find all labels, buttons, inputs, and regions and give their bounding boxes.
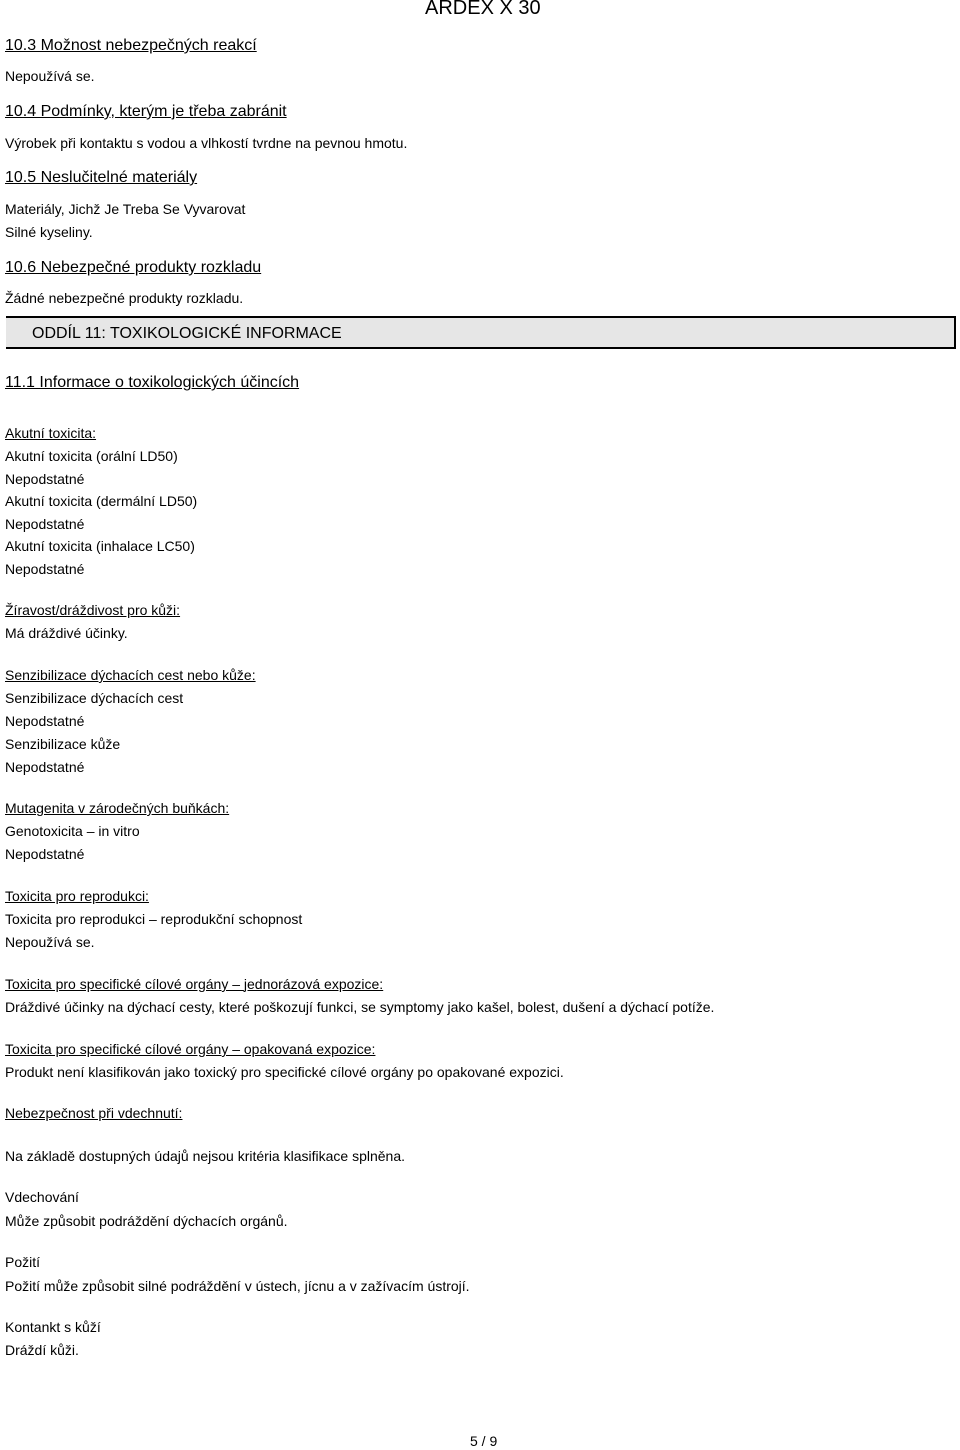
acute-dermal-value: Nepodstatné [5, 516, 85, 532]
mutagenicity-label: Mutagenita v zárodečných buňkách: [5, 800, 230, 816]
stot-single-label-part2: jednorázová expozice: [243, 976, 384, 992]
heading-10-3: 10.3 Možnost nebezpečných reakcí [5, 37, 257, 54]
ingestion-value: Požití může způsobit silné podráždění v ústech, jícnu a v zažívacím ústrojí. [5, 1278, 470, 1294]
acute-toxicity-label: Akutní toxicita: [5, 425, 97, 441]
acute-oral-label: Akutní toxicita (orální LD50) [5, 448, 178, 464]
heading-10-6: 10.6 Nebezpečné produkty rozkladu [5, 259, 262, 276]
genotoxicity-label: Genotoxicita – in vitro [5, 823, 140, 839]
text-10-6: Žádné nebezpečné produkty rozkladu. [5, 290, 244, 306]
genotoxicity-value: Nepodstatné [5, 846, 85, 862]
reproductive-toxicity-label: Toxicita pro reprodukci: [5, 888, 149, 904]
stot-single-label-part1: Toxicita pro specifické cílové orgány – [5, 976, 244, 992]
aspiration-hazard-value: Na základě dostupných údajů nejsou kritéria klasifikace splněna. [5, 1148, 406, 1164]
skin-corrosion-value: Má dráždivé účinky. [5, 625, 128, 641]
resp-sensitisation-value: Nepodstatné [5, 713, 85, 729]
acute-dermal-label: Akutní toxicita (dermální LD50) [5, 493, 198, 509]
document-title: ARDEX X 30 [425, 0, 541, 19]
text-10-3: Nepoužívá se. [5, 68, 95, 84]
section-11-title: ODDÍL 11: TOXIKOLOGICKÉ INFORMACE [32, 325, 342, 342]
heading-10-4: 10.4 Podmínky, kterým je třeba zabránit [5, 103, 287, 120]
skin-contact-value: Dráždí kůži. [5, 1342, 79, 1358]
skin-sensitisation-label: Senzibilizace kůže [5, 736, 121, 752]
page-number: 5 / 9 [470, 1433, 498, 1449]
label-10-5: Materiály, Jichž Je Treba Se Vyvarovat [5, 201, 246, 217]
skin-sensitisation-value: Nepodstatné [5, 759, 85, 775]
stot-single-value: Dráždivé účinky na dýchací cesty, které poškozují funkci, se symptomy jako kašel, bolest, dušení a dýchací potíže. [5, 999, 715, 1015]
ingestion-label: Požití [5, 1254, 41, 1270]
aspiration-hazard-label: Nebezpečnost při vdechnutí: [5, 1105, 183, 1121]
acute-inhalation-value: Nepodstatné [5, 561, 85, 577]
stot-single-label [5, 976, 383, 993]
sensitisation-label: Senzibilizace dýchacích cest nebo kůže: [5, 667, 256, 683]
skin-contact-label: Kontankt s kůží [5, 1319, 101, 1335]
text-10-4: Výrobek při kontaktu s vodou a vlhkostí tvrdne na pevnou hmotu. [5, 135, 408, 151]
fertility-label: Toxicita pro reprodukci – reprodukční schopnost [5, 911, 303, 927]
text-10-5: Silné kyseliny. [5, 224, 93, 240]
resp-sensitisation-label: Senzibilizace dýchacích cest [5, 690, 184, 706]
section-11-banner [6, 316, 956, 349]
inhalation-label: Vdechování [5, 1189, 79, 1205]
fertility-value: Nepoužívá se. [5, 934, 95, 950]
inhalation-value: Může způsobit podráždění dýchacích orgánů. [5, 1213, 288, 1229]
stot-repeated-value: Produkt není klasifikován jako toxický pro specifické cílové orgány po opakované expozici. [5, 1064, 564, 1080]
acute-oral-value: Nepodstatné [5, 471, 85, 487]
heading-10-5: 10.5 Neslučitelné materiály [5, 169, 198, 186]
skin-corrosion-label: Žíravost/dráždivost pro kůži: [5, 602, 181, 618]
acute-inhalation-label: Akutní toxicita (inhalace LC50) [5, 538, 195, 554]
stot-repeated-label: Toxicita pro specifické cílové orgány – opakovaná expozice: [5, 1041, 376, 1057]
heading-11-1: 11.1 Informace o toxikologických účincích [5, 374, 300, 391]
